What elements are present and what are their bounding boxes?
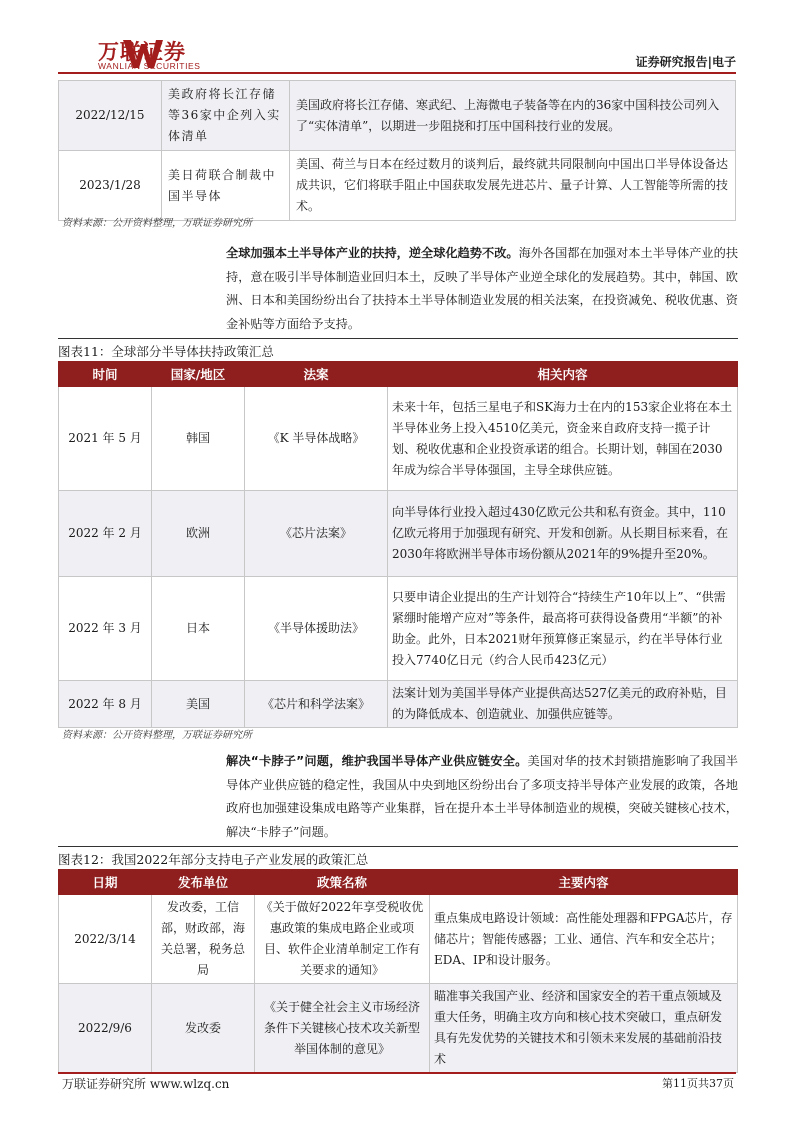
table-row — [59, 491, 738, 577]
policy-region: 韩国 — [152, 387, 245, 491]
policy-content: 法案计划为美国半导体产业提供高达527亿美元的政府补贴，目的为降低成本、创造就业、加强供应链等。 — [388, 681, 738, 728]
figure-12-table — [58, 869, 738, 1073]
policy-content: 向半导体行业投入超过430亿欧元公共和私有资金。其中，110亿欧元将用于加强现有研究、开发和创新。从长期目标来看，在2030年将欧洲半导体市场份额从2021年的9%提升至20%。 — [388, 491, 738, 577]
event-title: 美日荷联合制裁中国半导体 — [162, 151, 290, 221]
column-header: 主要内容 — [430, 870, 738, 895]
table-row — [59, 387, 738, 491]
policy-content: 重点集成电路设计领域：高性能处理器和FPGA芯片，存储芯片；智能传感器；工业、通信、汽车和安全芯片；EDA、IP和设计服务。 — [430, 895, 738, 984]
column-header: 发布单位 — [152, 870, 255, 895]
event-content: 美国政府将长江存储、寒武纪、上海微电子装备等在内的36家中国科技公司列入了“实体清单”，以期进一步阻挠和打压中国科技行业的发展。 — [290, 81, 736, 151]
policy-act: 《芯片法案》 — [245, 491, 388, 577]
policy-date: 2022/3/14 — [59, 895, 152, 984]
figure-12-title: 图表12：我国2022年部分支持电子产业发展的政策汇总 — [58, 846, 738, 868]
policy-region: 欧洲 — [152, 491, 245, 577]
policy-unit: 发改委 — [152, 984, 255, 1073]
policy-content: 只要申请企业提出的生产计划符合“持续生产10年以上”、“供需紧绷时能增产应对”等条件，最高将可获得设备费用“半额”的补助金。此外，日本2021财年预算修正案显示，约在半导体行业投入7740亿日元（约合人民币423亿元） — [388, 577, 738, 681]
table-row — [59, 681, 738, 728]
paragraph-body: 美国对华的技术封锁措施影响了我国半导体产业供应链的稳定性，我国从中央到地区纷纷出台了多项支持半导体产业发展的政策，各地政府也加强建设集成电路等产业集群，旨在提升本土半导体制造业的规模，突破关键核心技术，解决“卡脖子”问题。 — [226, 754, 738, 839]
policy-name: 《关于健全社会主义市场经济条件下关键核心技术攻关新型举国体制的意见》 — [255, 984, 430, 1073]
column-header: 国家/地区 — [152, 362, 245, 387]
policy-act: 《芯片和科学法案》 — [245, 681, 388, 728]
figure-11-table — [58, 361, 738, 728]
logo-english-name: WANLIAN SECURITIES — [98, 61, 201, 71]
table-row — [59, 81, 736, 151]
table-row — [59, 577, 738, 681]
policy-time: 2022 年 3 月 — [59, 577, 152, 681]
table-row — [59, 895, 738, 984]
policy-time: 2021 年 5 月 — [59, 387, 152, 491]
column-header: 日期 — [59, 870, 152, 895]
continued-events-table — [58, 80, 736, 221]
paragraph-lead: 全球加强本土半导体产业的扶持，逆全球化趋势不改。 — [226, 246, 519, 260]
footer-institute: 万联证券研究所 www.wlzq.cn — [62, 1077, 230, 1091]
policy-unit: 发改委，工信部，财政部，海关总署，税务总局 — [152, 895, 255, 984]
policy-time: 2022 年 2 月 — [59, 491, 152, 577]
source-note: 资料来源：公开资料整理，万联证券研究所 — [62, 218, 252, 229]
policy-content: 未来十年，包括三星电子和SK海力士在内的153家企业将在本土半导体业务上投入4510亿美元，资金来自政府支持一揽子计划、税收优惠和企业投资承诺的组合。长期计划，韩国在2030年成为综合半导体强国，主导全球供应链。 — [388, 387, 738, 491]
policy-act: 《K 半导体战略》 — [245, 387, 388, 491]
policy-act: 《半导体援助法》 — [245, 577, 388, 681]
page-number: 第11页共37页 — [662, 1077, 734, 1090]
logo-chinese-name: 万联证券 — [98, 40, 186, 64]
column-header: 政策名称 — [255, 870, 430, 895]
header-divider — [58, 72, 736, 74]
report-type: 证券研究报告|电子 — [635, 55, 736, 69]
table-header-row — [59, 362, 738, 387]
policy-region: 日本 — [152, 577, 245, 681]
paragraph-lead: 解决“卡脖子”问题，维护我国半导体产业供应链安全。 — [226, 754, 528, 768]
table-row — [59, 151, 736, 221]
event-date: 2023/1/28 — [59, 151, 162, 221]
footer-divider — [58, 1072, 736, 1074]
table-row — [59, 984, 738, 1073]
event-date: 2022/12/15 — [59, 81, 162, 151]
figure-11-title: 图表11：全球部分半导体扶持政策汇总 — [58, 338, 738, 360]
policy-time: 2022 年 8 月 — [59, 681, 152, 728]
event-content: 美国、荷兰与日本在经过数月的谈判后，最终就共同限制向中国出口半导体设备达成共识，它们将联手阻止中国获取发展先进芯片、量子计算、人工智能等所需的技术。 — [290, 151, 736, 221]
policy-name: 《关于做好2022年享受税收优惠政策的集成电路企业或项目、软件企业清单制定工作有关要求的通知》 — [255, 895, 430, 984]
source-note: 资料来源：公开资料整理，万联证券研究所 — [62, 730, 252, 741]
column-header: 法案 — [245, 362, 388, 387]
paragraph-global-support — [226, 242, 738, 336]
column-header: 时间 — [59, 362, 152, 387]
event-title: 美政府将长江存储等36家中企列入实体清单 — [162, 81, 290, 151]
column-header: 相关内容 — [388, 362, 738, 387]
paragraph-supply-chain — [226, 750, 738, 844]
policy-region: 美国 — [152, 681, 245, 728]
table-header-row — [59, 870, 738, 895]
paragraph-body: 海外各国都在加强对本土半导体产业的扶持，意在吸引半导体制造业回归本土，反映了半导体产业逆全球化的发展趋势。其中，韩国、欧洲、日本和美国纷纷出台了扶持本土半导体制造业发展的相关法案，在投资减免、税收优惠、资金补贴等方面给予支持。 — [226, 246, 739, 331]
policy-date: 2022/9/6 — [59, 984, 152, 1073]
policy-content: 瞄准事关我国产业、经济和国家安全的若干重点领域及重大任务，明确主攻方向和核心技术突破口，重点研发具有先发优势的关键技术和引领未来发展的基础前沿技术 — [430, 984, 738, 1073]
